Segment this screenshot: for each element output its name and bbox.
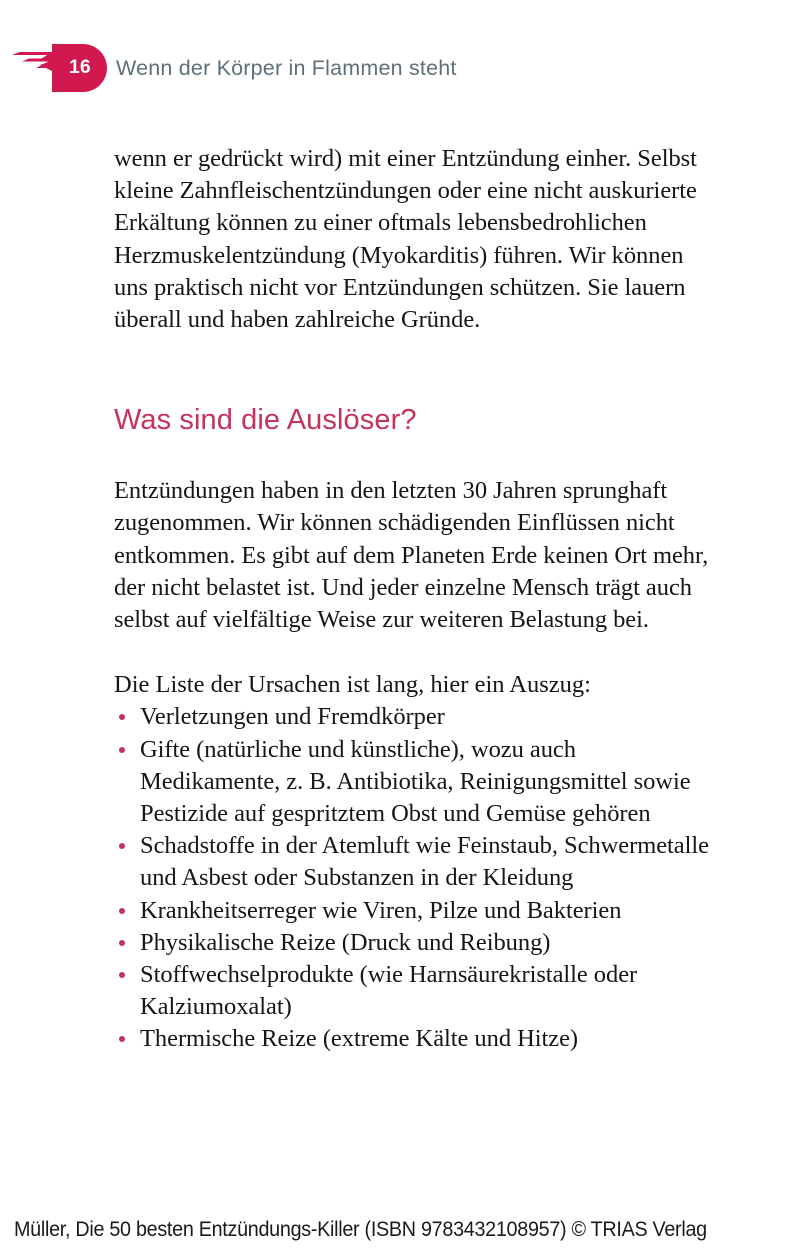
spacer (114, 438, 714, 475)
page-number: 16 (69, 57, 91, 78)
bullet-dot-icon (119, 714, 125, 720)
list-item (114, 927, 714, 959)
paragraph-causes: Entzündungen haben in den letzten 30 Jahren sprunghaft zugenommen. Wir können schädigenden Einflüssen nicht entkommen. Es gibt auf dem Planeten Erde keinen Ort mehr, der nicht belastet ist. Und jeder einzelne Mensch trägt auch selbst auf vielfältige Weise zur weiteren Belastung bei. (114, 477, 709, 634)
bullet-dot-icon (119, 1036, 125, 1042)
section-heading: Was sind die Auslöser? (114, 404, 417, 437)
list-item-label: Physikalische Reize (Druck und Reibung) (140, 928, 551, 956)
bullet-dot-icon (119, 940, 125, 946)
list-item-label: Krankheitserreger wie Viren, Pilze und Bakterien (140, 896, 622, 924)
list-intro: Die Liste der Ursachen ist lang, hier ein Auszug: (114, 671, 591, 699)
bullet-dot-icon (119, 972, 125, 978)
page-marker (0, 44, 108, 92)
footer-credit: Müller, Die 50 besten Entzündungs-Killer (ISBN 9783432108957) © TRIAS Verlag (14, 1218, 707, 1241)
list-item-label: Thermische Reize (extreme Kälte und Hitze) (140, 1025, 579, 1053)
bullet-dot-icon (119, 843, 125, 849)
spacer (114, 636, 714, 669)
list-item-label: Verletzungen und Fremdkörper (140, 703, 445, 731)
running-head (0, 44, 788, 92)
paragraph-intro: wenn er gedrückt wird) mit einer Entzündung einher. Selbst kleine Zahnfleischentzündungen oder eine nicht auskurierte Erkältung können zu einer oftmals lebensbedrohlichen Herzmuskelentzündung (Myokarditis) führen. Wir können uns praktisch nicht vor Entzündungen schützen. Sie lauern überall und haben zahlreiche Gründe. (114, 145, 697, 334)
list-item (114, 701, 714, 733)
list-item (114, 1023, 714, 1055)
list-item (114, 895, 714, 927)
list-item-label: Stoffwechselprodukte (wie Harnsäurekristalle oder Kalziumoxalat) (140, 961, 638, 1021)
bullet-dot-icon (119, 747, 125, 753)
list-item-label: Schadstoffe in der Atemluft wie Feinstaub, Schwermetalle und Asbest oder Substanzen in der Kleidung (140, 832, 709, 892)
causes-list (114, 701, 714, 1055)
list-item (114, 959, 714, 1023)
spacer (114, 336, 714, 402)
text-column (114, 143, 714, 1056)
list-item (114, 734, 714, 831)
list-item (114, 830, 714, 894)
list-item-label: Gifte (natürliche und künstliche), wozu auch Medikamente, z. B. Antibiotika, Reinigungsmittel sowie Pestizide auf gespritztem Obst und Gemüse gehören (140, 735, 691, 828)
bullet-dot-icon (119, 908, 125, 914)
running-head-title: Wenn der Körper in Flammen steht (116, 55, 457, 80)
